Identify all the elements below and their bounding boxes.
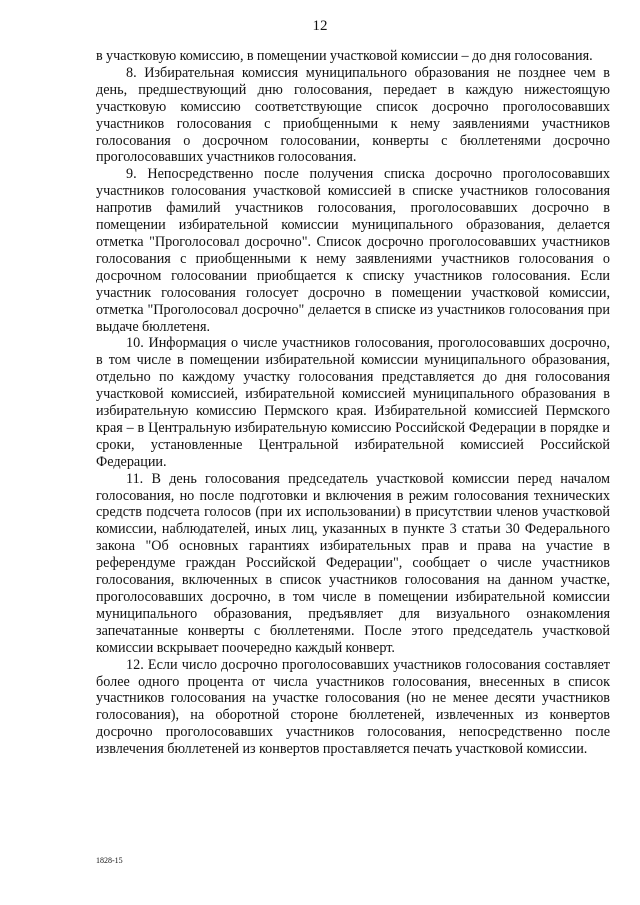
document-body	[96, 48, 610, 758]
document-code: 1828-15	[96, 856, 123, 865]
paragraph-10: 10. Информация о числе участников голосования, проголосовавших досрочно, в том числе в помещении избирательной комиссии муниципального образования, отдельно по каждому участку голосования представляется до дня голосования участковой комиссией, избирательной комиссией муниципального образования в избирательную комиссию Пермского края. Избирательной комиссией Пермского края – в Центральную избирательную комиссию Российской Федерации в порядке и сроки, установленные Центральной избирательной комиссией Российской Федерации.	[96, 335, 610, 470]
paragraph-11: 11. В день голосования председатель участковой комиссии перед началом голосования, но после подготовки и включения в режим голосования технических средств подсчета голосов (при их использовании) в присутствии членов участковой комиссии, наблюдателей, иных лиц, указанных в пункте 3 статьи 30 Федерального закона "Об основных гарантиях избирательных прав и права на участие в референдуме граждан Российской Федерации", сообщает о числе участников голосования, включенных в список участников голосования на данном участке, проголосовавших досрочно, в том числе в помещении избирательной комиссии муниципального образования, предъявляет для визуального ознакомления запечатанные конверты с бюллетенями. После этого председатель участковой комиссии вскрывает поочередно каждый конверт.	[96, 470, 610, 656]
page-number: 12	[312, 18, 328, 34]
paragraph-8: 8. Избирательная комиссия муниципального образования не позднее чем в день, предшествующий дню голосования, передает в каждую нижестоящую участковую комиссию соответствующие список досрочно проголосовавших участников голосования с приобщенными к нему заявлениями участников голосования о досрочном голосовании, конверты с бюллетенями досрочно проголосовавших участников голосования.	[96, 64, 610, 166]
paragraph-12: 12. Если число досрочно проголосовавших участников голосования составляет более одного процента от числа участников голосования, внесенных в список участников голосования на участке голосования (но не менее десяти участников голосования), на оборотной стороне бюллетеней, извлеченных из конвертов досрочно проголосовавших участников голосования, непосредственно после извлечения бюллетеней из конвертов проставляется печать участковой комиссии.	[96, 656, 610, 758]
paragraph-continuation: в участковую комиссию, в помещении участковой комиссии – до дня голосования.	[96, 48, 593, 64]
paragraph-9: 9. Непосредственно после получения списка досрочно проголосовавших участников голосования участковой комиссией в списке участников голосования напротив фамилий участников голосования, проголосовавших досрочно в помещении избирательной комиссии муниципального образования, делается отметка "Проголосовал досрочно". Список досрочно проголосовавших участников голосования с приобщенными к нему заявлениями участников голосования о досрочном голосовании приобщается к списку участников голосования. Если участник голосования голосует досрочно в помещении участковой комиссии, отметка "Проголосовал досрочно" делается в списке из участников голосования при выдаче бюллетеня.	[96, 166, 610, 335]
